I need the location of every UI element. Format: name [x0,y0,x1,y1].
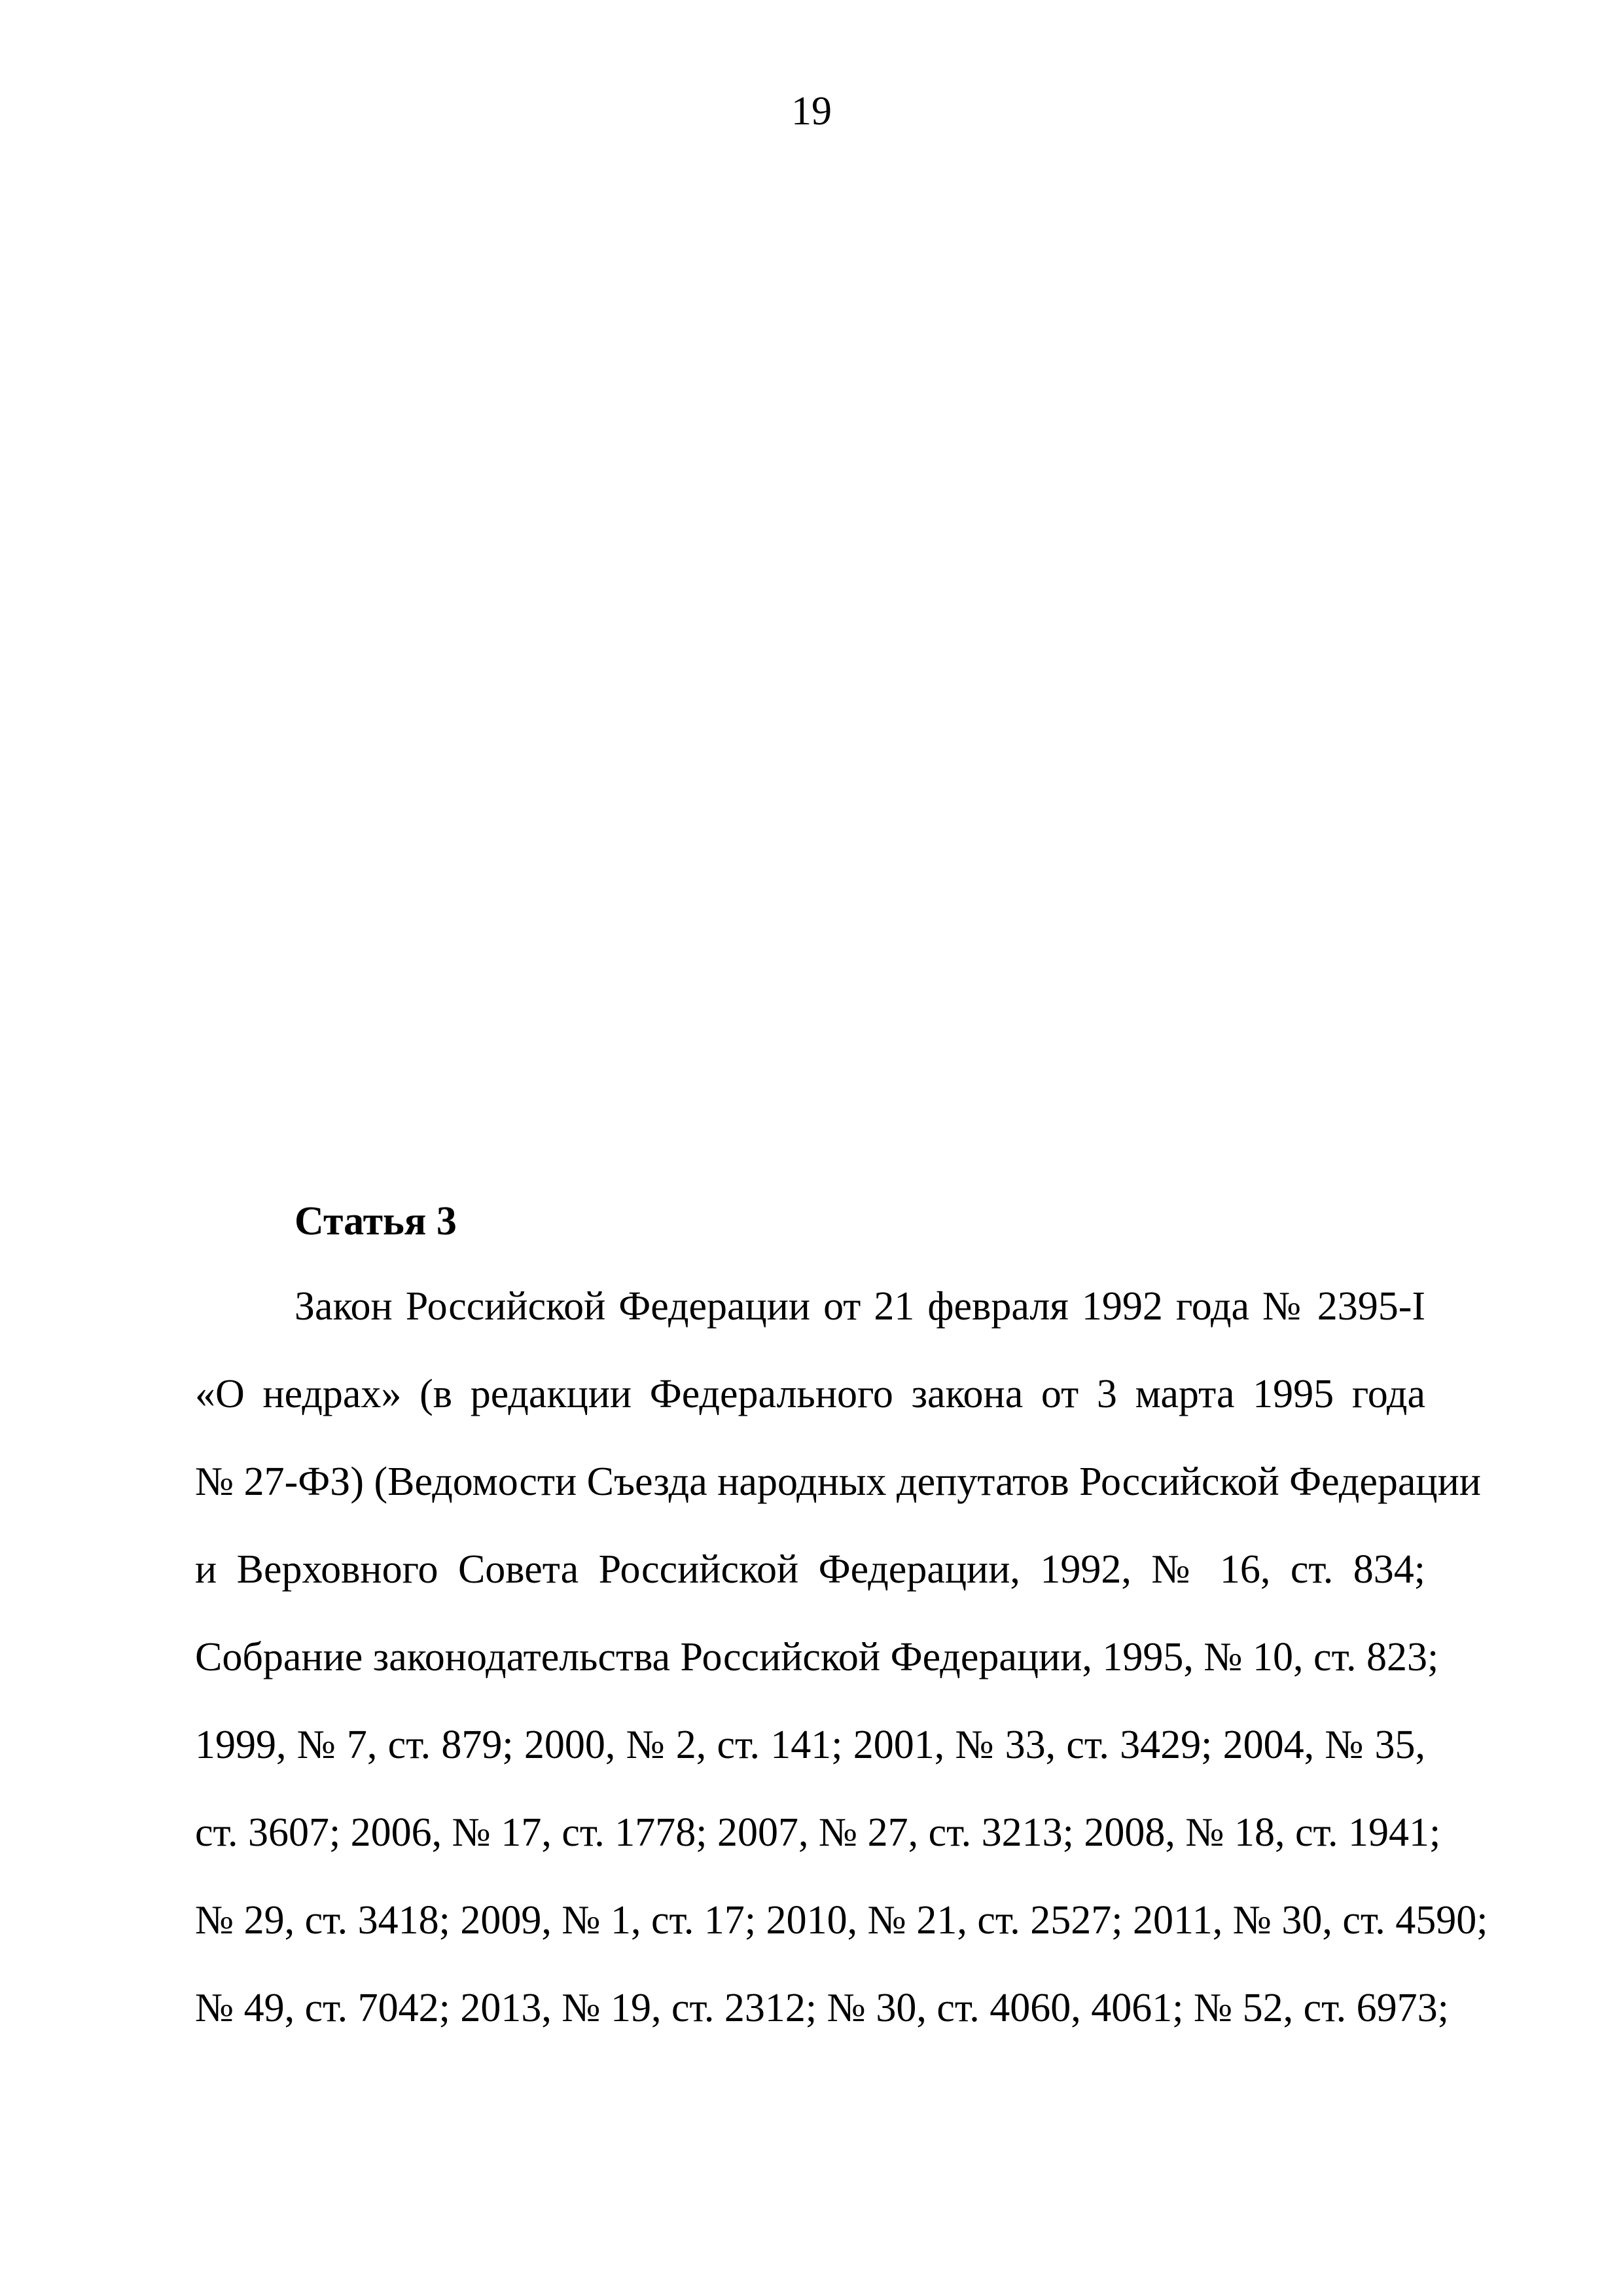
page-number: 19 [791,89,832,134]
paragraph-line: и Верховного Совета Российской Федерации, 1992, № 16, ст. 834; [195,1547,1425,1592]
paragraph-line: ст. 3607; 2006, № 17, ст. 1778; 2007, № 27, ст. 3213; 2008, № 18, ст. 1941; [195,1810,1441,1855]
paragraph-line: Закон Российской Федерации от 21 февраля 1992 года № 2395-I [294,1284,1425,1329]
paragraph-line: 1999, № 7, ст. 879; 2000, № 2, ст. 141; 2001, № 33, ст. 3429; 2004, № 35, [195,1723,1425,1767]
paragraph-line: № 27-ФЗ) (Ведомости Съезда народных депутатов Российской Федерации [195,1460,1481,1504]
article-heading: Статья 3 [294,1199,457,1244]
paragraph-line: № 49, ст. 7042; 2013, № 19, ст. 2312; № 30, ст. 4060, 4061; № 52, ст. 6973; [195,1986,1449,2030]
paragraph-line: Собрание законодательства Российской Федерации, 1995, № 10, ст. 823; [195,1635,1439,1679]
paragraph-line: «О недрах» (в редакции Федерального закона от 3 марта 1995 года [195,1372,1425,1416]
paragraph-line: № 29, ст. 3418; 2009, № 1, ст. 17; 2010, № 21, ст. 2527; 2011, № 30, ст. 4590; [195,1898,1488,1943]
